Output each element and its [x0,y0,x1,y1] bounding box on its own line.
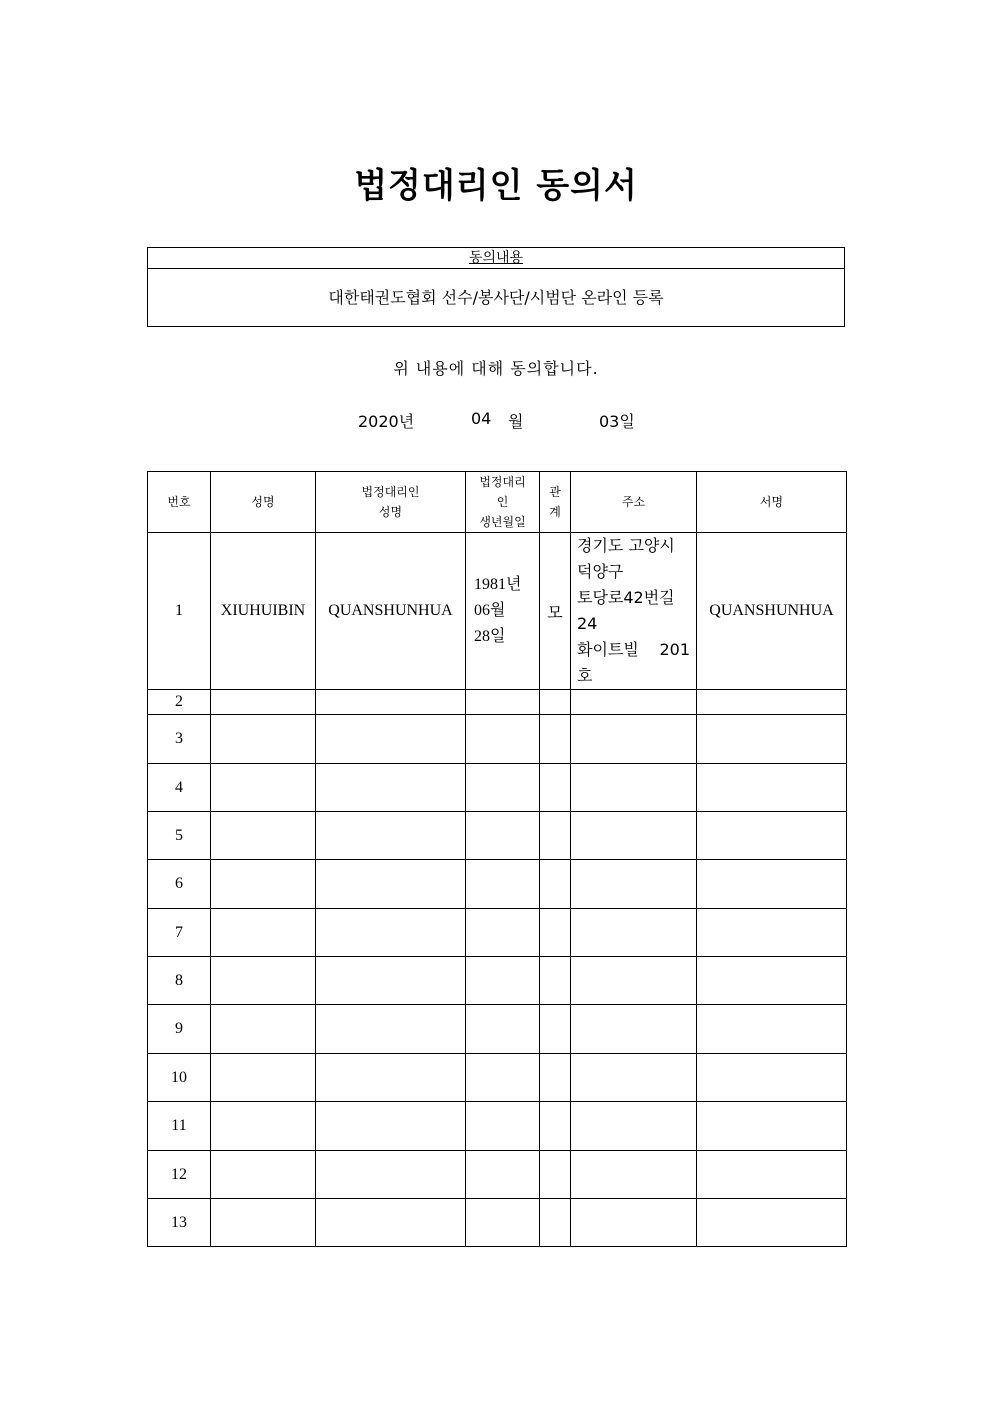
agree-statement: 위 내용에 대해 동의합니다. [393,359,599,378]
document-title: 법정대리인 동의서 [354,166,638,206]
table-row [148,1199,847,1247]
table-row [148,533,847,690]
row-number: 1 [148,533,211,690]
table-row [148,812,847,860]
row-number: 2 [148,690,211,715]
table-row [148,957,847,1005]
header-guardian-name: 법정대리인 성명 [316,472,466,533]
row-number: 3 [148,715,211,764]
row-number: 10 [148,1054,211,1102]
header-name: 성명 [211,472,316,533]
date-year: 2020년 [358,412,415,431]
date-month-unit: 월 [508,412,524,431]
header-signature: 서명 [697,472,847,533]
guardian-table [147,471,847,1247]
table-row [148,1102,847,1151]
table-row [148,909,847,957]
row-signature: QUANSHUNHUA [697,533,847,690]
row-number: 8 [148,957,211,1005]
consent-header: 동의내용 [148,248,844,269]
date-day: 03일 [599,412,635,431]
consent-body: 대한태권도협회 선수/봉사단/시범단 온라인 등록 [328,288,664,307]
table-row [148,1005,847,1054]
consent-box [147,247,845,327]
table-row [148,1054,847,1102]
row-number: 6 [148,860,211,909]
row-number: 4 [148,764,211,812]
header-number: 번호 [148,472,211,533]
table-row [148,690,847,715]
table-row [148,715,847,764]
row-number: 13 [148,1199,211,1247]
date-line [0,409,992,433]
row-guardian-name: QUANSHUNHUA [316,533,466,690]
row-number: 11 [148,1102,211,1151]
header-address: 주소 [571,472,697,533]
row-relation: 모 [540,533,571,690]
table-row [148,1151,847,1199]
table-row [148,764,847,812]
row-number: 7 [148,909,211,957]
row-number: 9 [148,1005,211,1054]
header-guardian-birth: 법정대리 인 생년월일 [466,472,540,533]
date-month: 04 [471,409,492,428]
table-header-row [148,472,847,533]
header-relation: 관 계 [540,472,571,533]
row-number: 12 [148,1151,211,1199]
row-guardian-birth: 1981년 06월 28일 [466,533,540,690]
row-address: 경기도 고양시 덕양구 토당로42번길 24 화이트빌 201 호 [571,533,697,690]
row-name: XIUHUIBIN [211,533,316,690]
table-row [148,860,847,909]
row-number: 5 [148,812,211,860]
